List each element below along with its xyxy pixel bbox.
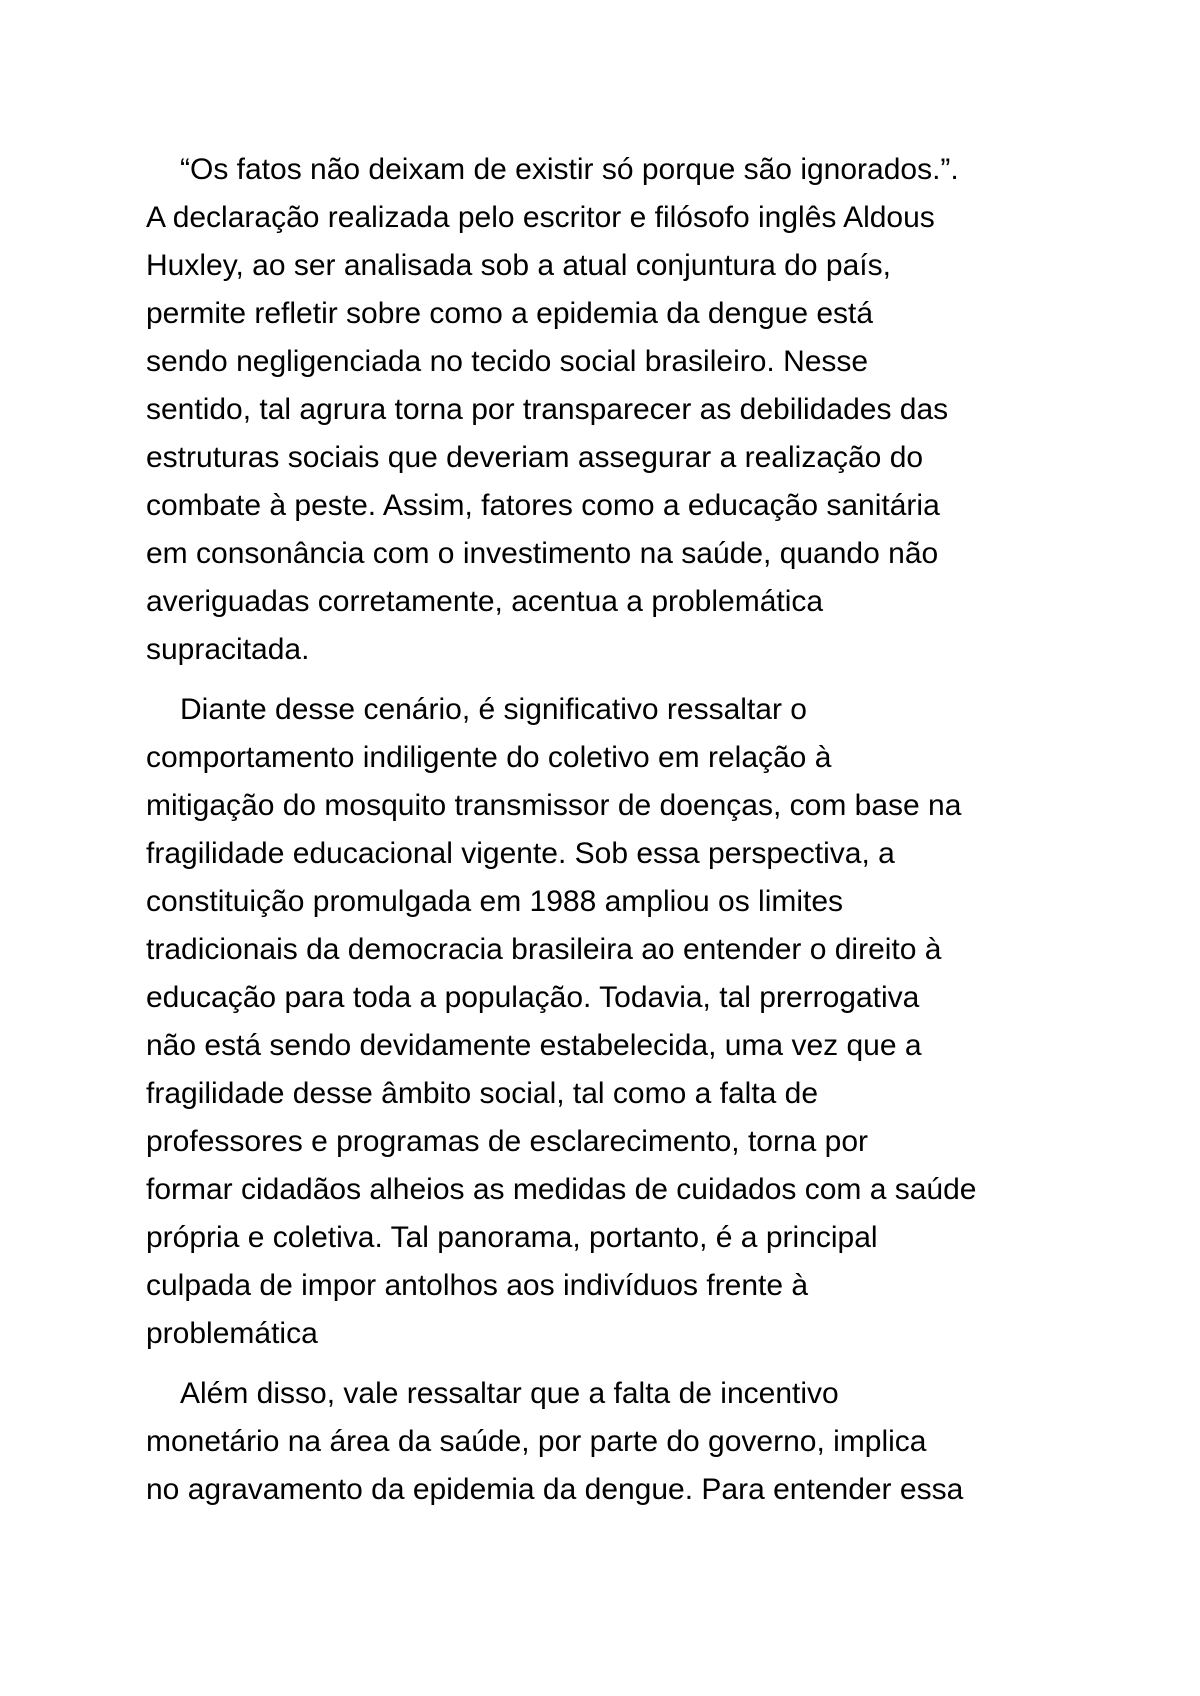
text-line: no agravamento da epidemia da dengue. Para entender essa bbox=[146, 1473, 964, 1506]
text-line: sentido, tal agrura torna por transparecer as debilidades das bbox=[146, 393, 949, 426]
text-line: supracitada. bbox=[146, 633, 310, 666]
paragraph-1 bbox=[146, 146, 1096, 674]
text-line: tradicionais da democracia brasileira ao entender o direito à bbox=[146, 933, 942, 966]
text-line: culpada de impor antolhos aos indivíduos frente à bbox=[146, 1269, 809, 1302]
text-line: monetário na área da saúde, por parte do governo, implica bbox=[146, 1425, 927, 1458]
text-line: fragilidade desse âmbito social, tal como a falta de bbox=[146, 1077, 819, 1110]
text-line: educação para toda a população. Todavia, tal prerrogativa bbox=[146, 981, 920, 1014]
text-line: permite refletir sobre como a epidemia da dengue está bbox=[146, 297, 874, 330]
text-line: não está sendo devidamente estabelecida, uma vez que a bbox=[146, 1029, 922, 1062]
paragraph-2 bbox=[146, 686, 1096, 1358]
text-line: “Os fatos não deixam de existir só porque são ignorados.”. bbox=[180, 153, 959, 186]
text-line: em consonância com o investimento na saúde, quando não bbox=[146, 537, 939, 570]
text-line: combate à peste. Assim, fatores como a educação sanitária bbox=[146, 489, 940, 522]
text-line: Huxley, ao ser analisada sob a atual conjuntura do país, bbox=[146, 249, 891, 282]
text-line: problemática bbox=[146, 1317, 318, 1350]
text-line: própria e coletiva. Tal panorama, portanto, é a principal bbox=[146, 1221, 878, 1254]
text-line: constituição promulgada em 1988 ampliou os limites bbox=[146, 885, 844, 918]
text-line: fragilidade educacional vigente. Sob essa perspectiva, a bbox=[146, 837, 895, 870]
text-line: comportamento indiligente do coletivo em relação à bbox=[146, 741, 832, 774]
essay-body bbox=[146, 146, 1096, 1526]
text-line: mitigação do mosquito transmissor de doenças, com base na bbox=[146, 789, 962, 822]
text-line: A declaração realizada pelo escritor e filósofo inglês Aldous bbox=[146, 201, 935, 234]
text-line: professores e programas de esclarecimento, torna por bbox=[146, 1125, 869, 1158]
text-line: estruturas sociais que deveriam assegurar a realização do bbox=[146, 441, 924, 474]
text-line: Além disso, vale ressaltar que a falta de incentivo bbox=[180, 1377, 839, 1410]
text-line: averiguadas corretamente, acentua a problemática bbox=[146, 585, 824, 618]
text-line: sendo negligenciada no tecido social brasileiro. Nesse bbox=[146, 345, 869, 378]
text-line: formar cidadãos alheios as medidas de cuidados com a saúde bbox=[146, 1173, 977, 1206]
paragraph-3 bbox=[146, 1370, 1096, 1514]
text-line: Diante desse cenário, é significativo ressaltar o bbox=[180, 693, 807, 726]
